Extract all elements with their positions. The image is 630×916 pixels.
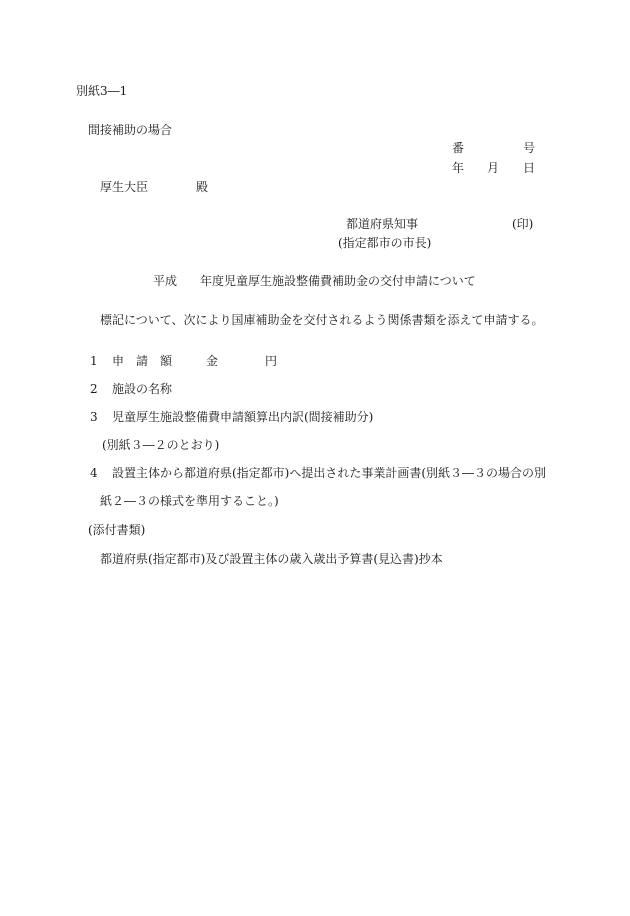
sender-seal: (印) <box>512 217 534 231</box>
item-3-number: 3 <box>90 410 98 424</box>
sender-title: 都道府県知事 <box>346 217 419 231</box>
subject-era: 平成 <box>153 274 178 288</box>
item-1-number: 1 <box>90 354 98 368</box>
item-3-label: 児童厚生施設整備費申請額算出内訳(間接補助分) <box>112 410 374 424</box>
item-4-number: 4 <box>90 466 98 480</box>
case-title: 間接補助の場合 <box>88 123 173 137</box>
date-hi: 日 <box>523 161 536 175</box>
item-2-number: 2 <box>90 382 98 396</box>
attachments-heading: (添付書類) <box>88 523 146 537</box>
number-go: 号 <box>523 141 536 155</box>
attachments-text: 都道府県(指定都市)及び設置主体の歳入歳出予算書(見込書)抄本 <box>100 552 443 566</box>
item-4-continuation: 紙２―３の様式を準用すること。) <box>100 494 279 508</box>
item-4-label: 設置主体から都道府県(指定都市)へ提出された事業計画書(別紙３―３の場合の別 <box>112 466 547 480</box>
form-label: 別紙3―1 <box>76 84 128 98</box>
subject-text: 年度児童厚生施設整備費補助金の交付申請について <box>200 274 476 288</box>
item-1-label: 申 請 額 <box>112 354 173 368</box>
date-tsuki: 月 <box>487 161 500 175</box>
addressee-honorific: 殿 <box>196 180 209 194</box>
addressee-name: 厚生大臣 <box>100 180 149 194</box>
item-1-unit-kin: 金 <box>206 354 219 368</box>
body-text: 標記について、次により国庫補助金を交付されるよう関係書類を添えて申請する。 <box>100 313 544 327</box>
item-3-note: (別紙３―２のとおり) <box>102 438 220 452</box>
sender-alt-title: (指定都市の市長) <box>338 236 432 250</box>
item-2-label: 施設の名称 <box>112 382 173 396</box>
number-ban: 番 <box>452 141 465 155</box>
date-nen: 年 <box>452 161 465 175</box>
item-1-unit-en: 円 <box>265 354 278 368</box>
